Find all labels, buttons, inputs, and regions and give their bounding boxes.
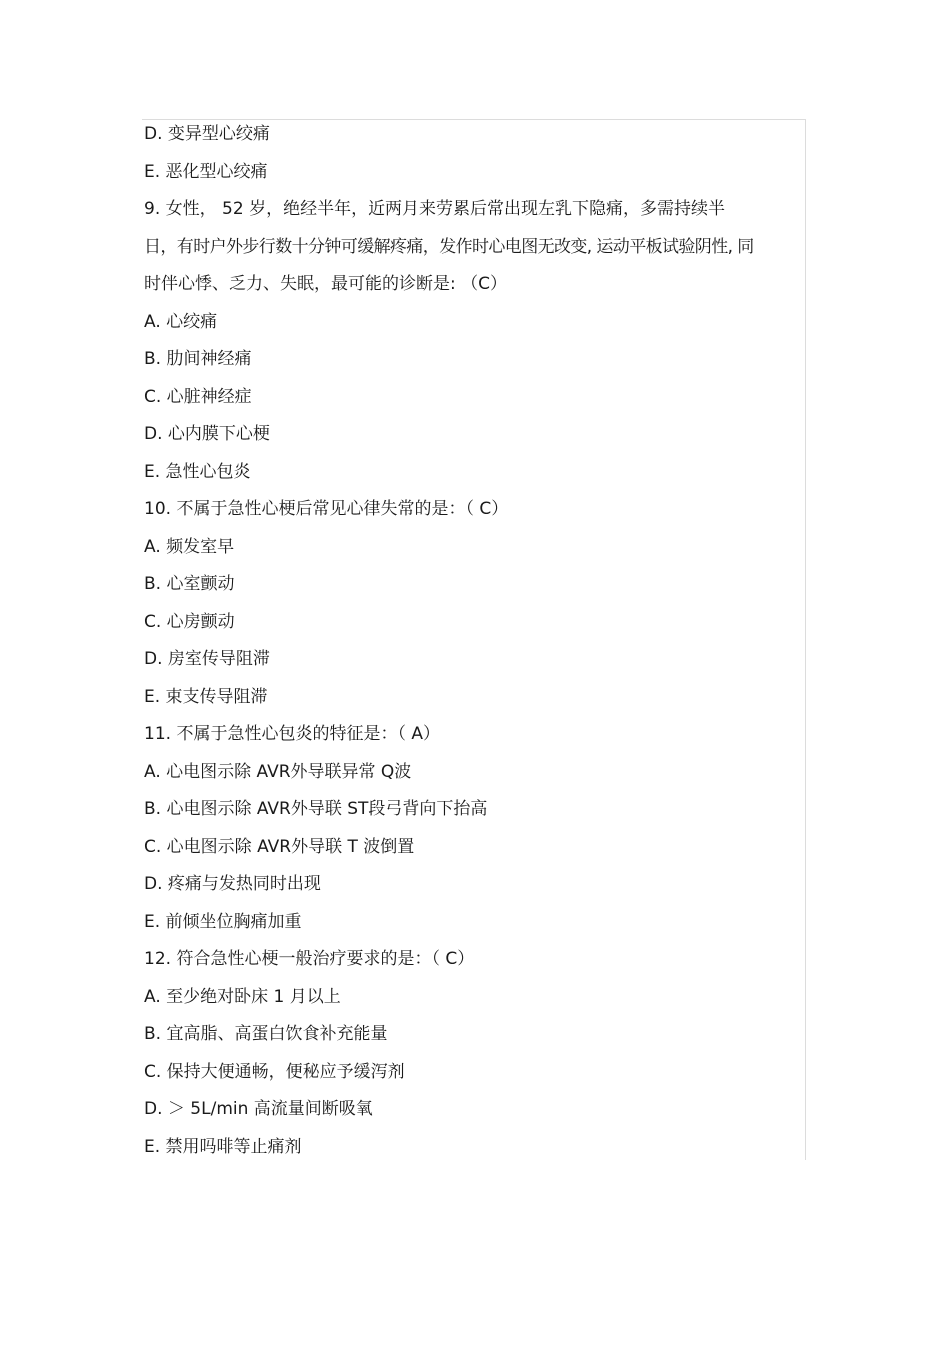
question-line: 10. 不属于急性心梗后常见心律失常的是：（ C）	[144, 499, 509, 519]
option-line: B. 宜高脂、高蛋白饮食补充能量	[144, 1024, 388, 1044]
option-line: D. 变异型心绞痛	[144, 124, 270, 144]
document-body	[144, 116, 814, 1166]
question-line: 时伴心悸、乏力、失眠，最可能的诊断是: （C）	[144, 274, 508, 294]
option-line: B. 心室颤动	[144, 574, 235, 594]
option-line: A. 频发室早	[144, 536, 235, 557]
option-line: E. 禁用吗啡等止痛剂	[144, 1136, 302, 1157]
option-line: E. 急性心包炎	[144, 461, 251, 482]
option-line: D. ＞ 5L/min 高流量间断吸氧	[144, 1099, 373, 1119]
option-line: A. 心电图示除 AVR外导联异常 Q波	[144, 761, 412, 782]
option-line: C. 心电图示除 AVR外导联 T 波倒置	[144, 836, 415, 857]
option-line: E. 前倾坐位胸痛加重	[144, 911, 302, 932]
question-line: 12. 符合急性心梗一般治疗要求的是：（ C）	[144, 949, 475, 969]
question-line: 日，有时户外步行数十分钟可缓解疼痛，发作时心电图无改变, 运动平板试验阴性, 同	[144, 236, 754, 257]
option-line: D. 心内膜下心梗	[144, 424, 270, 444]
option-line: C. 保持大便通畅，便秘应予缓泻剂	[144, 1061, 405, 1082]
question-line: 11. 不属于急性心包炎的特征是：（ A）	[144, 724, 440, 744]
option-line: C. 心脏神经症	[144, 386, 252, 407]
option-line: D. 房室传导阻滞	[144, 649, 270, 669]
option-line: A. 心绞痛	[144, 311, 218, 332]
question-line: 9. 女性， 52 岁，绝经半年，近两月来劳累后常出现左乳下隐痛，多需持续半	[144, 199, 726, 219]
option-line: C. 心房颤动	[144, 611, 235, 632]
option-line: A. 至少绝对卧床 1 月以上	[144, 986, 341, 1007]
option-line: B. 心电图示除 AVR外导联 ST段弓背向下抬高	[144, 799, 488, 819]
option-line: D. 疼痛与发热同时出现	[144, 874, 321, 894]
option-line: E. 恶化型心绞痛	[144, 161, 268, 182]
option-line: E. 束支传导阻滞	[144, 686, 268, 707]
option-line: B. 肋间神经痛	[144, 349, 252, 369]
